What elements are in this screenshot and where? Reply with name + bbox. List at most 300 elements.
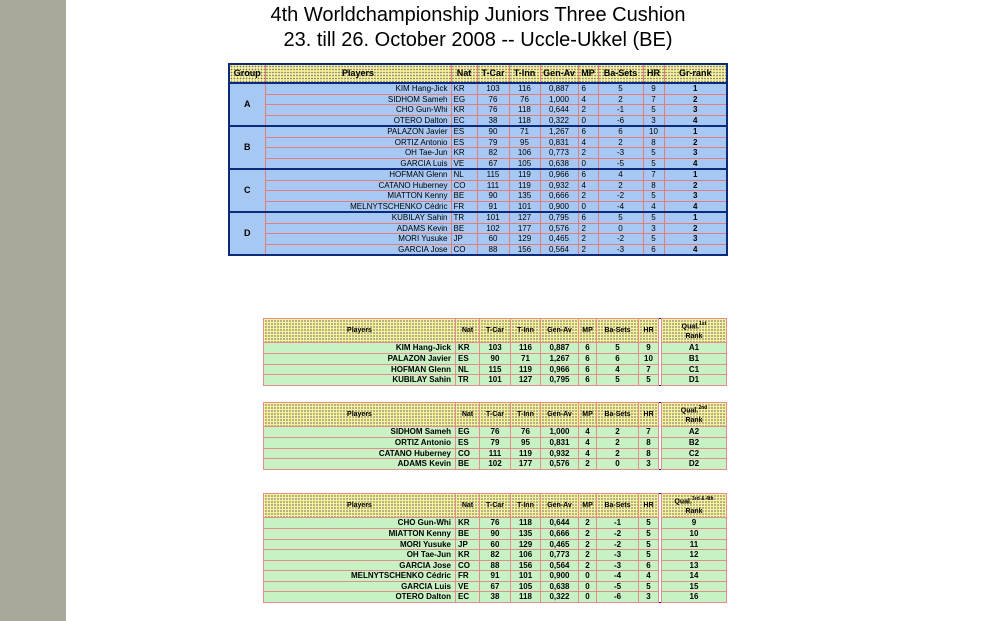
player-name: MIATTON Kenny xyxy=(265,191,451,202)
ball-sets: 4 xyxy=(598,169,643,180)
match-points: 4 xyxy=(578,94,598,105)
general-average: 0,638 xyxy=(540,158,578,169)
player-name: OTERO Dalton xyxy=(265,115,451,126)
player-name: KUBILAY Sahin xyxy=(264,375,456,386)
nationality: BE xyxy=(451,223,477,234)
match-points: 2 xyxy=(579,459,597,470)
high-run: 5 xyxy=(639,539,659,550)
ball-sets: 4 xyxy=(597,364,639,375)
total-caroms: 88 xyxy=(477,244,509,255)
column-header: MP xyxy=(578,64,598,83)
match-points: 2 xyxy=(579,539,597,550)
total-innings: 76 xyxy=(511,427,541,438)
ball-sets: -5 xyxy=(597,581,639,592)
general-average: 0,773 xyxy=(540,148,578,159)
total-innings: 129 xyxy=(511,539,541,550)
nationality: KR xyxy=(456,343,480,354)
general-average: 0,887 xyxy=(540,83,578,94)
nationality: VE xyxy=(451,158,477,169)
ball-sets: 2 xyxy=(598,180,643,191)
ball-sets: -3 xyxy=(598,244,643,255)
total-innings: 135 xyxy=(511,528,541,539)
column-header: T-Inn xyxy=(511,494,541,518)
high-run: 7 xyxy=(639,364,659,375)
nationality: CO xyxy=(456,560,480,571)
high-run: 4 xyxy=(643,201,664,212)
general-average: 0,465 xyxy=(541,539,579,550)
high-run: 5 xyxy=(639,550,659,561)
match-points: 4 xyxy=(578,180,598,191)
ball-sets: 2 xyxy=(597,437,639,448)
total-caroms: 91 xyxy=(480,571,511,582)
rank-header-line2: Rank xyxy=(685,333,703,341)
group-rank: 3 xyxy=(664,148,727,159)
total-caroms: 102 xyxy=(480,459,511,470)
qualification-rank: C1 xyxy=(662,364,727,375)
column-header: MP xyxy=(579,403,597,427)
total-caroms: 76 xyxy=(477,94,509,105)
total-innings: 119 xyxy=(511,364,541,375)
nationality: FR xyxy=(456,571,480,582)
column-header: T-Inn xyxy=(511,403,541,427)
total-innings: 156 xyxy=(511,560,541,571)
player-name: KIM Hang-Jick xyxy=(264,343,456,354)
total-caroms: 76 xyxy=(480,518,511,529)
rank-header xyxy=(662,403,727,427)
match-points: 4 xyxy=(579,437,597,448)
rank-header-main: Qual. xyxy=(681,323,700,331)
general-average: 0,322 xyxy=(541,592,579,603)
table-row xyxy=(264,571,727,582)
match-points: 6 xyxy=(579,343,597,354)
nationality: JP xyxy=(456,539,480,550)
match-points: 4 xyxy=(578,137,598,148)
ball-sets: -3 xyxy=(597,550,639,561)
nationality: EG xyxy=(451,94,477,105)
table-row xyxy=(229,94,727,105)
match-points: 6 xyxy=(578,169,598,180)
group-rank: 2 xyxy=(664,223,727,234)
match-points: 0 xyxy=(578,201,598,212)
ball-sets: 0 xyxy=(598,223,643,234)
total-innings: 177 xyxy=(509,223,540,234)
total-innings: 101 xyxy=(509,201,540,212)
total-caroms: 102 xyxy=(477,223,509,234)
column-header: Ba-Sets xyxy=(597,494,639,518)
group-rank: 3 xyxy=(664,234,727,245)
player-name: MELNYTSCHENKO Cédric xyxy=(265,201,451,212)
total-caroms: 82 xyxy=(477,148,509,159)
match-points: 0 xyxy=(578,115,598,126)
column-header: Gen-Av xyxy=(541,494,579,518)
ball-sets: 5 xyxy=(598,83,643,94)
player-name: SIDHOM Sameh xyxy=(265,94,451,105)
match-points: 0 xyxy=(579,581,597,592)
general-average: 1,267 xyxy=(541,353,579,364)
match-points: 6 xyxy=(579,353,597,364)
table-row xyxy=(264,427,727,438)
table-row xyxy=(264,539,727,550)
high-run: 4 xyxy=(639,571,659,582)
high-run: 5 xyxy=(639,375,659,386)
total-caroms: 79 xyxy=(477,137,509,148)
group-rank: 3 xyxy=(664,191,727,202)
group-label: B xyxy=(229,126,265,169)
player-name: OH Tae-Jun xyxy=(265,148,451,159)
group-rank: 1 xyxy=(664,169,727,180)
nationality: VE xyxy=(456,581,480,592)
match-points: 6 xyxy=(578,83,598,94)
ball-sets: -3 xyxy=(598,148,643,159)
total-innings: 95 xyxy=(509,137,540,148)
table-row xyxy=(229,137,727,148)
general-average: 0,831 xyxy=(541,437,579,448)
column-header: Group xyxy=(229,64,265,83)
table-row xyxy=(229,83,727,94)
table-row xyxy=(229,234,727,245)
total-caroms: 67 xyxy=(477,158,509,169)
player-name: GARCIA Luis xyxy=(264,581,456,592)
table-row xyxy=(264,550,727,561)
qualification-rank: A1 xyxy=(662,343,727,354)
ball-sets: 2 xyxy=(597,448,639,459)
total-innings: 127 xyxy=(509,212,540,223)
ball-sets: 5 xyxy=(597,375,639,386)
total-innings: 71 xyxy=(509,126,540,137)
nationality: KR xyxy=(451,105,477,116)
group-rank: 2 xyxy=(664,137,727,148)
column-header: HR xyxy=(643,64,664,83)
table-row xyxy=(264,560,727,571)
high-run: 6 xyxy=(639,560,659,571)
ball-sets: -1 xyxy=(597,518,639,529)
total-caroms: 60 xyxy=(477,234,509,245)
total-caroms: 60 xyxy=(480,539,511,550)
left-margin-bar xyxy=(0,0,66,621)
general-average: 0,666 xyxy=(540,191,578,202)
player-name: ADAMS Kevin xyxy=(265,223,451,234)
group-rank: 4 xyxy=(664,201,727,212)
ball-sets: -2 xyxy=(597,539,639,550)
ball-sets: -3 xyxy=(597,560,639,571)
general-average: 1,000 xyxy=(540,94,578,105)
column-header: Ba-Sets xyxy=(597,403,639,427)
match-points: 2 xyxy=(579,518,597,529)
general-average: 0,564 xyxy=(541,560,579,571)
qualification-rank: 11 xyxy=(662,539,727,550)
rank-header xyxy=(662,494,727,518)
nationality: CO xyxy=(456,448,480,459)
player-name: OH Tae-Jun xyxy=(264,550,456,561)
match-points: 2 xyxy=(579,528,597,539)
player-name: ORTIZ Antonio xyxy=(265,137,451,148)
column-header: HR xyxy=(639,494,659,518)
high-run: 5 xyxy=(639,518,659,529)
qualification-rank: D1 xyxy=(662,375,727,386)
high-run: 9 xyxy=(643,83,664,94)
general-average: 0,322 xyxy=(540,115,578,126)
player-name: GARCIA Jose xyxy=(265,244,451,255)
table-row xyxy=(264,364,727,375)
ball-sets: -2 xyxy=(597,528,639,539)
total-caroms: 76 xyxy=(480,427,511,438)
general-average: 0,900 xyxy=(541,571,579,582)
general-average: 0,773 xyxy=(541,550,579,561)
qualification-rank: 14 xyxy=(662,571,727,582)
column-header: Nat xyxy=(456,319,480,343)
player-name: OTERO Dalton xyxy=(264,592,456,603)
match-points: 2 xyxy=(578,234,598,245)
group-rank: 2 xyxy=(664,94,727,105)
general-average: 1,267 xyxy=(540,126,578,137)
qualified-second-rank-table xyxy=(263,402,727,470)
high-run: 3 xyxy=(639,459,659,470)
group-rank: 1 xyxy=(664,83,727,94)
total-innings: 118 xyxy=(511,592,541,603)
player-name: GARCIA Jose xyxy=(264,560,456,571)
qualification-rank: 9 xyxy=(662,518,727,529)
nationality: BE xyxy=(456,459,480,470)
table-row xyxy=(229,244,727,255)
high-run: 9 xyxy=(639,343,659,354)
group-label: A xyxy=(229,83,265,126)
total-caroms: 90 xyxy=(480,528,511,539)
table-row xyxy=(264,581,727,592)
ball-sets: -6 xyxy=(598,115,643,126)
page-title: 4th Worldchampionship Juniors Three Cushion xyxy=(270,4,686,26)
qualification-rank: 15 xyxy=(662,581,727,592)
nationality: BE xyxy=(456,528,480,539)
high-run: 8 xyxy=(643,180,664,191)
total-caroms: 101 xyxy=(480,375,511,386)
table-row xyxy=(229,158,727,169)
player-name: PALAZON Javier xyxy=(265,126,451,137)
rank-header-superscript: 1st xyxy=(699,321,707,327)
high-run: 8 xyxy=(639,437,659,448)
nationality: CO xyxy=(451,244,477,255)
total-caroms: 103 xyxy=(480,343,511,354)
total-caroms: 82 xyxy=(480,550,511,561)
ball-sets: 5 xyxy=(598,212,643,223)
column-header: T-Car xyxy=(477,64,509,83)
general-average: 0,966 xyxy=(541,364,579,375)
total-caroms: 79 xyxy=(480,437,511,448)
total-innings: 105 xyxy=(509,158,540,169)
nationality: KR xyxy=(451,83,477,94)
ball-sets: -6 xyxy=(597,592,639,603)
nationality: EC xyxy=(456,592,480,603)
nationality: JP xyxy=(451,234,477,245)
nationality: ES xyxy=(451,126,477,137)
nationality: FR xyxy=(451,201,477,212)
group-rank: 4 xyxy=(664,244,727,255)
match-points: 6 xyxy=(578,126,598,137)
total-innings: 177 xyxy=(511,459,541,470)
high-run: 5 xyxy=(643,191,664,202)
group-rank: 1 xyxy=(664,212,727,223)
table-row xyxy=(264,518,727,529)
table-row xyxy=(229,148,727,159)
column-header: HR xyxy=(639,403,659,427)
match-points: 2 xyxy=(578,148,598,159)
total-caroms: 111 xyxy=(477,180,509,191)
qualification-rank: 10 xyxy=(662,528,727,539)
total-innings: 105 xyxy=(511,581,541,592)
high-run: 3 xyxy=(639,592,659,603)
column-header: MP xyxy=(579,494,597,518)
player-name: HOFMAN Glenn xyxy=(264,364,456,375)
general-average: 0,564 xyxy=(540,244,578,255)
column-header: Gen-Av xyxy=(541,319,579,343)
group-rank: 4 xyxy=(664,115,727,126)
nationality: KR xyxy=(456,518,480,529)
total-innings: 127 xyxy=(511,375,541,386)
total-innings: 116 xyxy=(511,343,541,354)
player-name: CHO Gun-Whi xyxy=(264,518,456,529)
qualification-rank: A2 xyxy=(662,427,727,438)
match-points: 2 xyxy=(578,244,598,255)
high-run: 7 xyxy=(643,169,664,180)
nationality: ES xyxy=(456,437,480,448)
high-run: 3 xyxy=(643,115,664,126)
match-points: 4 xyxy=(579,427,597,438)
general-average: 0,644 xyxy=(541,518,579,529)
high-run: 10 xyxy=(643,126,664,137)
general-average: 1,000 xyxy=(541,427,579,438)
nationality: TR xyxy=(451,212,477,223)
total-caroms: 88 xyxy=(480,560,511,571)
general-average: 0,576 xyxy=(541,459,579,470)
group-label: C xyxy=(229,169,265,212)
header-row xyxy=(264,403,727,427)
column-header: Players xyxy=(264,494,456,518)
total-caroms: 111 xyxy=(480,448,511,459)
total-caroms: 103 xyxy=(477,83,509,94)
player-name: PALAZON Javier xyxy=(264,353,456,364)
player-name: MORI Yusuke xyxy=(265,234,451,245)
player-name: SIDHOM Sameh xyxy=(264,427,456,438)
total-innings: 118 xyxy=(509,105,540,116)
match-points: 2 xyxy=(579,550,597,561)
ball-sets: -1 xyxy=(598,105,643,116)
nationality: TR xyxy=(456,375,480,386)
nationality: CO xyxy=(451,180,477,191)
group-rank: 1 xyxy=(664,126,727,137)
match-points: 6 xyxy=(579,364,597,375)
table-row xyxy=(264,375,727,386)
total-caroms: 101 xyxy=(477,212,509,223)
total-caroms: 115 xyxy=(477,169,509,180)
high-run: 5 xyxy=(639,581,659,592)
column-header: Gen-Av xyxy=(540,64,578,83)
ball-sets: -4 xyxy=(597,571,639,582)
total-innings: 119 xyxy=(509,180,540,191)
total-caroms: 90 xyxy=(480,353,511,364)
qualification-rank: B1 xyxy=(662,353,727,364)
total-innings: 156 xyxy=(509,244,540,255)
ball-sets: 0 xyxy=(597,459,639,470)
group-label: D xyxy=(229,212,265,255)
player-name: ORTIZ Antonio xyxy=(264,437,456,448)
high-run: 5 xyxy=(643,148,664,159)
ball-sets: 5 xyxy=(597,343,639,354)
ball-sets: -5 xyxy=(598,158,643,169)
qualification-rank: 16 xyxy=(662,592,727,603)
ball-sets: 2 xyxy=(597,427,639,438)
match-points: 6 xyxy=(579,375,597,386)
table-row xyxy=(264,343,727,354)
column-header: T-Inn xyxy=(511,319,541,343)
rank-header-superscript: 3rd & 4th xyxy=(691,496,714,502)
rank-header xyxy=(662,319,727,343)
player-name: GARCIA Luis xyxy=(265,158,451,169)
match-points: 2 xyxy=(579,560,597,571)
column-header: Nat xyxy=(451,64,477,83)
table-row xyxy=(229,212,727,223)
player-name: KUBILAY Sahin xyxy=(265,212,451,223)
total-caroms: 90 xyxy=(477,126,509,137)
table-row xyxy=(264,353,727,364)
qualification-rank: C2 xyxy=(662,448,727,459)
match-points: 0 xyxy=(578,158,598,169)
table-row xyxy=(264,448,727,459)
total-caroms: 38 xyxy=(480,592,511,603)
total-innings: 106 xyxy=(509,148,540,159)
table-row xyxy=(229,191,727,202)
high-run: 3 xyxy=(643,223,664,234)
high-run: 5 xyxy=(643,158,664,169)
total-innings: 119 xyxy=(509,169,540,180)
nationality: EG xyxy=(456,427,480,438)
match-points: 6 xyxy=(578,212,598,223)
rank-header-line2: Rank xyxy=(685,508,703,516)
high-run: 8 xyxy=(639,448,659,459)
rank-header-line2: Rank xyxy=(685,417,703,425)
nationality: KR xyxy=(451,148,477,159)
match-points: 2 xyxy=(578,105,598,116)
high-run: 7 xyxy=(643,94,664,105)
general-average: 0,666 xyxy=(541,528,579,539)
high-run: 6 xyxy=(643,244,664,255)
rank-header-superscript: 2nd xyxy=(698,405,708,411)
high-run: 5 xyxy=(643,234,664,245)
high-run: 5 xyxy=(643,212,664,223)
player-name: ADAMS Kevin xyxy=(264,459,456,470)
general-average: 0,465 xyxy=(540,234,578,245)
total-innings: 118 xyxy=(509,115,540,126)
total-caroms: 38 xyxy=(477,115,509,126)
ball-sets: -2 xyxy=(598,191,643,202)
header-row xyxy=(229,64,727,83)
nationality: ES xyxy=(451,137,477,148)
ball-sets: -2 xyxy=(598,234,643,245)
match-points: 0 xyxy=(579,571,597,582)
match-points: 2 xyxy=(578,191,598,202)
column-header: T-Car xyxy=(480,319,511,343)
column-header: T-Car xyxy=(480,494,511,518)
player-name: CATANO Huberney xyxy=(264,448,456,459)
general-average: 0,966 xyxy=(540,169,578,180)
group-rank: 2 xyxy=(664,180,727,191)
player-name: MORI Yusuke xyxy=(264,539,456,550)
column-header: Nat xyxy=(456,494,480,518)
general-average: 0,831 xyxy=(540,137,578,148)
total-innings: 76 xyxy=(509,94,540,105)
column-header: Players xyxy=(265,64,451,83)
total-innings: 95 xyxy=(511,437,541,448)
match-points: 2 xyxy=(578,223,598,234)
table-row xyxy=(229,201,727,212)
